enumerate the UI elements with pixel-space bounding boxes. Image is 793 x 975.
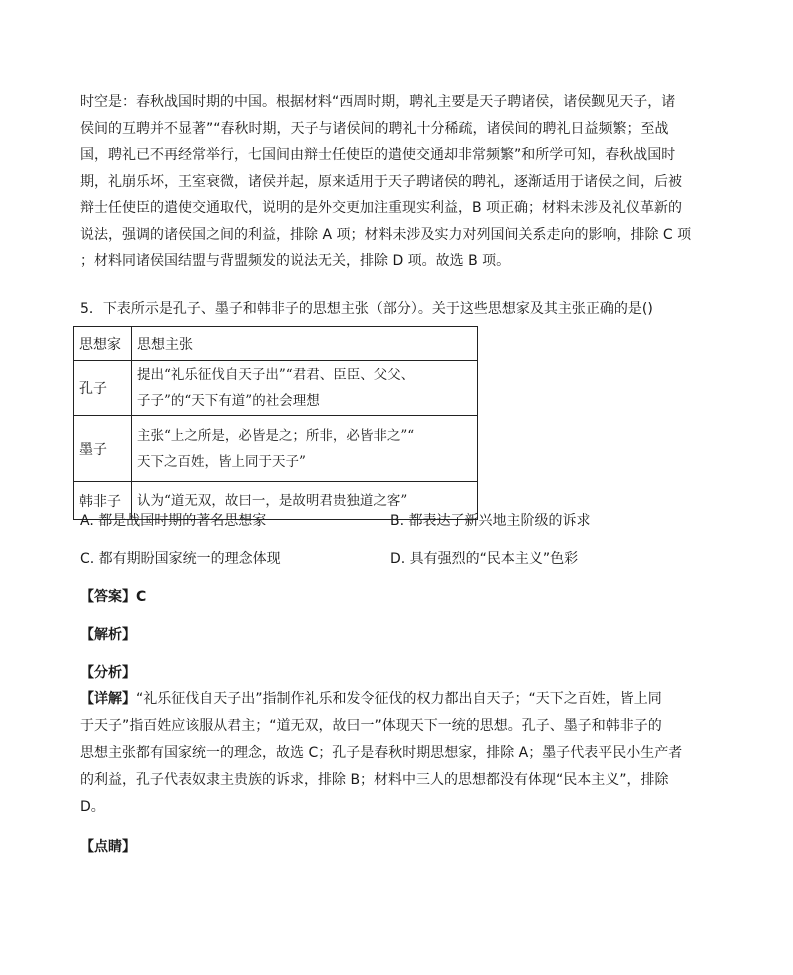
analysis-label: 【解析】 [80, 627, 136, 643]
table-header-cell: 思想主张 [132, 327, 478, 361]
text-line: 说法，强调的诸侯国之间的利益，排除 A 项；材料未涉及实力对列国间关系走向的影响，排除 C 项 [80, 226, 692, 243]
text-line: 于天子”指百姓应该服从君主；“道无双，故曰一”体现天下一统的思想。孔子、墨子和韩非子的 [80, 718, 662, 734]
detail-label: 【详解】 [80, 691, 136, 707]
idea-line: 提出“礼乐征伐自天子出”“君君、臣臣、父父、 [137, 367, 415, 383]
option-a[interactable]: A. 都是战国时期的著名思想家 [80, 513, 267, 529]
thinker-name-cell: 韩非子 [74, 482, 132, 520]
answer-value: C [136, 589, 147, 605]
text-line: ；材料同诸侯国结盟与背盟频发的说法无关，排除 D 项。故选 B 项。 [80, 253, 511, 269]
answer-line [80, 586, 146, 608]
option-c[interactable]: C. 都有期盼国家统一的理念体现 [80, 551, 281, 567]
table-header-row [74, 327, 478, 361]
fenxi-label: 【分析】 [80, 665, 136, 681]
text-line: 辩士任使臣的遣使交通取代，说明的是外交更加注重现实利益，B 项正确；材料未涉及礼仪革新的 [80, 200, 683, 216]
idea-line: 认为“道无双，故曰一，是故明君贵独道之客” [137, 492, 408, 509]
text-line: D。 [80, 799, 105, 815]
text-line: 时空是：春秋战国时期的中国。根据材料“西周时期，聘礼主要是天子聘诸侯，诸侯觐见天子，诸 [80, 94, 676, 110]
table-row [74, 361, 478, 416]
thinker-idea-cell [132, 361, 478, 416]
idea-line: 主张“上之所是，必皆是之；所非，必皆非之”“ [137, 427, 415, 444]
text-line: 国，聘礼已不再经常举行，七国间由辩士任使臣的遣使交通却非常频繁”和所学可知，春秋战国时 [80, 147, 676, 163]
thinkers-table [73, 326, 478, 520]
dianjing-label: 【点睛】 [80, 839, 136, 855]
question-stem: 5．下表所示是孔子、墨子和韩非子的思想主张（部分）。关于这些思想家及其主张正确的是() [80, 301, 653, 317]
idea-line: 子子”的“天下有道”的社会理想 [137, 393, 320, 409]
text-line: 期，礼崩乐坏，王室衰微，诸侯并起，原来适用于天子聘诸侯的聘礼，逐渐适用于诸侯之间，后被 [80, 173, 682, 190]
thinker-idea-cell [132, 416, 478, 482]
text-line [80, 686, 713, 713]
text-line: 的利益，孔子代表奴隶主贵族的诉求，排除 B；材料中三人的思想都没有体现“民本主义”，排除 [80, 772, 669, 788]
answer-label: 【答案】 [80, 589, 136, 605]
option-d[interactable]: D. 具有强烈的“民本主义”色彩 [390, 551, 579, 567]
thinker-name-cell: 墨子 [74, 416, 132, 482]
text-line: 思想主张都有国家统一的理念，故选 C；孔子是春秋时期思想家，排除 A；墨子代表平民小生产者 [80, 745, 683, 761]
detail-first-line: “礼乐征伐自天子出”指制作礼乐和发令征伐的权力都出自天子；“天下之百姓，皆上同 [136, 691, 662, 707]
text-line: 侯间的互聘并不显著”“春秋时期，天子与诸侯间的聘礼十分稀疏，诸侯间的聘礼日益频繁；至战 [80, 120, 669, 137]
table-header-cell: 思想家 [74, 327, 132, 361]
previous-analysis-paragraph [80, 89, 713, 275]
detail-paragraph [80, 686, 713, 821]
thinker-name-cell: 孔子 [74, 361, 132, 416]
table-row [74, 416, 478, 482]
idea-line: 天下之百姓，皆上同于天子” [137, 453, 306, 470]
option-b[interactable]: B. 都表达了新兴地主阶级的诉求 [390, 513, 591, 529]
